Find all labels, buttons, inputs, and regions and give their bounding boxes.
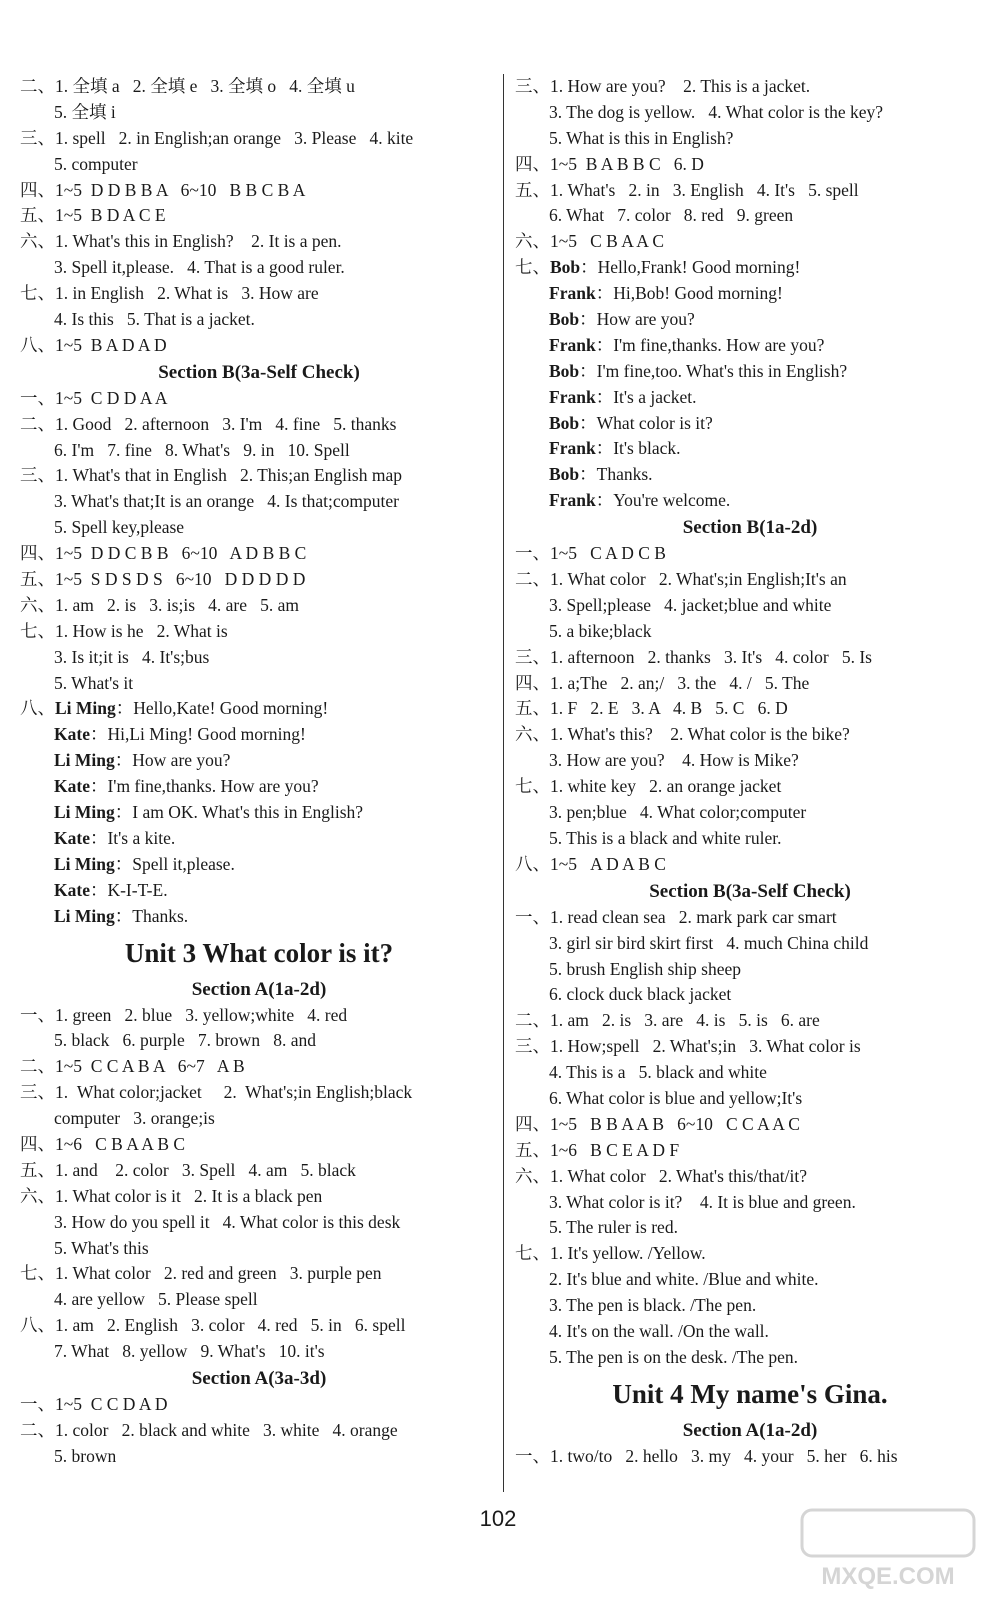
answer-line: 5. Spell key,please [54, 517, 185, 538]
answer-line: 二、1. 全填 a 2. 全填 e 3. 全填 o 4. 全填 u [20, 76, 355, 96]
speaker-colon: ： [595, 334, 614, 355]
dialogue-line [515, 411, 985, 437]
dialogue-text: Thanks. [596, 464, 653, 485]
dialogue-line [515, 385, 985, 411]
answer-line: 3. What color is it? 4. It is blue and green. [549, 1191, 856, 1212]
dialogue-line [515, 488, 985, 514]
speaker-name: Frank [549, 334, 596, 355]
answer-line: 三、1. spell 2. in English;an orange 3. Please 4. kite [20, 127, 414, 148]
answer-line: 二、1. What color 2. What's;in English;It's an [515, 569, 847, 590]
speaker-name: Li Ming [54, 905, 115, 926]
speaker-name: Li Ming [55, 698, 116, 719]
speaker-colon: ： [595, 386, 614, 407]
dialogue-line [20, 722, 498, 748]
speaker-colon: ： [580, 257, 598, 278]
answer-line: 一、1. green 2. blue 3. yellow;white 4. red [20, 1004, 348, 1025]
question-number: 七、 [515, 257, 550, 278]
speaker-name: Li Ming [54, 802, 115, 823]
section-heading: Section A(1a-2d) [682, 1419, 818, 1441]
answer-line: 八、1~5 A D A B C [515, 853, 666, 874]
speaker-colon: ： [114, 802, 133, 823]
answer-line: 3. Spell;please 4. jacket;blue and white [549, 594, 832, 615]
answer-line: 八、1. am 2. English 3. color 4. red 5. in 6. spell [20, 1315, 406, 1336]
answer-line: 七、1. in English 2. What is 3. How are [20, 283, 319, 304]
dialogue-line [20, 904, 498, 930]
speaker-name: Frank [549, 438, 596, 459]
answer-line: 3. How are you? 4. How is Mike? [549, 750, 799, 771]
speaker-colon: ： [579, 360, 597, 381]
dialogue-line [515, 333, 985, 359]
answer-line: 四、1~5 B B A A B 6~10 C C A A C [515, 1113, 800, 1134]
dialogue-line [515, 359, 985, 385]
dialogue-line [20, 878, 498, 904]
dialogue-line [515, 462, 985, 488]
speaker-name: Kate [54, 827, 90, 848]
section-heading: Section A(1a-2d) [191, 978, 327, 1000]
speaker-colon: ： [114, 853, 133, 874]
answer-line: 六、1. What color 2. What's this/that/it? [515, 1165, 808, 1186]
right-answer-column [515, 74, 985, 1470]
answer-line: 4. Is this 5. That is a jacket. [54, 309, 255, 330]
answer-line: 6. I'm 7. fine 8. What's 9. in 10. Spell [54, 439, 350, 460]
dialogue-line [20, 748, 498, 774]
answer-line: computer 3. orange;is [54, 1108, 215, 1129]
answer-line: 3. Is it;it is 4. It's;bus [54, 646, 210, 667]
answer-line: 六、1. am 2. is 3. is;is 4. are 5. am [20, 594, 300, 615]
answer-line: 3. How do you spell it 4. What color is this desk [54, 1211, 401, 1232]
speaker-colon: ： [595, 438, 614, 459]
answer-line: 二、1. color 2. black and white 3. white 4. orange [20, 1419, 398, 1440]
answer-line: 二、1~5 C C A B A 6~7 A B [20, 1056, 245, 1077]
answer-line: 四、1~6 C B A A B C [20, 1133, 186, 1154]
answer-line: 5. What's it [54, 672, 134, 693]
section-heading: Section A(3a-3d) [191, 1367, 327, 1389]
speaker-colon: ： [595, 283, 614, 304]
left-answer-column [20, 74, 498, 1470]
answer-line: 八、1~5 B A D A D [20, 334, 167, 355]
dialogue-text: I'm fine,thanks. How are you? [107, 776, 319, 797]
answer-line: 一、1~5 C C D A D [20, 1393, 168, 1414]
answer-line: 6. clock duck black jacket [549, 984, 732, 1005]
dialogue-line [515, 281, 985, 307]
answer-line: 四、1~5 D D B B A 6~10 B B C B A [20, 179, 306, 200]
svg-text:MXQE.COM: MXQE.COM [821, 1563, 955, 1590]
answer-line: 5. This is a black and white ruler. [549, 827, 782, 848]
answer-line: 四、1~5 D D C B B 6~10 A D B B C [20, 543, 307, 564]
speaker-colon: ： [89, 724, 108, 745]
answer-line: 3. girl sir bird skirt first 4. much China child [549, 932, 869, 953]
dialogue-text: I'm fine,too. What's this in English? [596, 360, 848, 381]
answer-line: 5. The ruler is red. [549, 1217, 678, 1238]
dialogue-text: I'm fine,thanks. How are you? [613, 334, 825, 355]
answer-line: 4. This is a 5. black and white [549, 1062, 767, 1083]
dialogue-text: Hi,Li Ming! Good morning! [107, 724, 306, 745]
speaker-name: Bob [549, 360, 580, 381]
answer-line: 五、1~6 B C E A D F [515, 1139, 680, 1160]
answer-line: 6. What 7. color 8. red 9. green [549, 205, 794, 226]
dialogue-line [20, 800, 498, 826]
answer-line: 二、1. am 2. is 3. are 4. is 5. is 6. are [515, 1010, 820, 1031]
dialogue-text: It's black. [613, 438, 681, 459]
answer-line: 六、1~5 C B A A C [515, 231, 665, 252]
answer-line: 三、1. What's that in English 2. This;an English map [20, 465, 402, 486]
speaker-name: Bob [549, 464, 580, 485]
speaker-name: Kate [54, 776, 90, 797]
answer-line: 二、1. Good 2. afternoon 3. I'm 4. fine 5. thanks [20, 413, 397, 434]
speaker-colon: ： [89, 827, 108, 848]
speaker-colon: ： [114, 905, 133, 926]
answer-line: 七、1. white key 2. an orange jacket [515, 776, 782, 797]
answer-line: 六、1. What color is it 2. It is a black pen [20, 1185, 323, 1206]
speaker-colon: ： [89, 776, 108, 797]
section-heading: Section B(3a-Self Check) [649, 880, 851, 902]
answer-line: 5. The pen is on the desk. /The pen. [549, 1346, 798, 1367]
dialogue-line [515, 436, 985, 462]
dialogue-text: Hi,Bob! Good morning! [613, 283, 783, 304]
speaker-name: Kate [54, 879, 90, 900]
answer-line: 一、1. read clean sea 2. mark park car smart [515, 906, 837, 927]
speaker-colon: ： [115, 698, 134, 719]
answer-line: 四、1~5 B A B B C 6. D [515, 153, 704, 174]
dialogue-text: It's a kite. [107, 827, 176, 848]
dialogue-text: Thanks. [132, 905, 189, 926]
answer-line: 五、1~5 S D S D S 6~10 D D D D D [20, 569, 306, 590]
speaker-colon: ： [579, 309, 597, 330]
dialogue-text: What color is it? [596, 412, 713, 433]
dialogue-text: K-I-T-E. [107, 879, 168, 900]
answer-line: 六、1. What's this? 2. What color is the bike? [515, 724, 850, 745]
answer-line: 3. What's that;It is an orange 4. Is that;computer [54, 491, 399, 512]
answer-line: 七、1. It's yellow. /Yellow. [515, 1243, 706, 1264]
answer-line: 五、1. What's 2. in 3. English 4. It's 5. spell [515, 179, 859, 200]
answer-line: 4. are yellow 5. Please spell [54, 1289, 258, 1310]
unit-title: Unit 3 What color is it? [124, 937, 394, 968]
speaker-name: Frank [549, 283, 596, 304]
answer-line: 三、1. afternoon 2. thanks 3. It's 4. color 5. Is [515, 646, 872, 667]
answer-line: 5. computer [54, 153, 138, 174]
answer-line: 四、1. a;The 2. an;/ 3. the 4. / 5. The [515, 672, 810, 693]
speaker-colon: ： [89, 879, 108, 900]
speaker-name: Frank [549, 386, 596, 407]
answer-line: 三、1. How are you? 2. This is a jacket. [515, 76, 811, 96]
answer-line: 7. What 8. yellow 9. What's 10. it's [54, 1341, 325, 1362]
dialogue-line [515, 255, 985, 281]
answer-line: 3. Spell it,please. 4. That is a good ruler. [54, 257, 345, 278]
dialogue-text: Spell it,please. [132, 853, 235, 874]
dialogue-line [515, 307, 985, 333]
speaker-name: Bob [549, 412, 580, 433]
dialogue-line [20, 696, 498, 722]
speaker-name: Bob [549, 309, 580, 330]
dialogue-text: I am OK. What's this in English? [132, 802, 364, 823]
answer-line: 五、1~5 B D A C E [20, 205, 166, 226]
answer-line: 5. 全填 i [54, 101, 116, 122]
answer-line: 3. The dog is yellow. 4. What color is the key? [549, 101, 884, 122]
speaker-colon: ： [579, 412, 597, 433]
answer-line: 五、1. and 2. color 3. Spell 4. am 5. black [20, 1159, 356, 1180]
speaker-name: Li Ming [54, 750, 115, 771]
answer-line: 一、1. two/to 2. hello 3. my 4. your 5. her 6. his [515, 1445, 898, 1466]
answer-line: 一、1~5 C A D C B [515, 543, 666, 564]
answer-line: 5. brown [54, 1445, 117, 1466]
answer-line: 六、1. What's this in English? 2. It is a pen. [20, 231, 342, 252]
section-heading: Section B(3a-Self Check) [158, 361, 360, 383]
speaker-colon: ： [114, 750, 133, 771]
answer-line: 三、1. What color;jacket 2. What's;in English;black [20, 1082, 413, 1103]
question-number: 八、 [20, 698, 55, 719]
unit-title: Unit 4 My name's Gina. [612, 1378, 888, 1409]
answer-line: 三、1. How;spell 2. What's;in 3. What color is [515, 1036, 861, 1057]
dialogue-text: How are you? [596, 309, 695, 330]
answer-line: 五、1. F 2. E 3. A 4. B 5. C 6. D [515, 698, 788, 719]
dialogue-text: It's a jacket. [613, 386, 697, 407]
answer-line: 6. What color is blue and yellow;It's [549, 1087, 803, 1108]
watermark-logo [798, 1504, 978, 1590]
page-number: 102 [479, 1506, 517, 1531]
dialogue-line [20, 852, 498, 878]
answer-line: 5. black 6. purple 7. brown 8. and [54, 1030, 316, 1051]
speaker-colon: ： [579, 464, 597, 485]
answer-line: 4. It's on the wall. /On the wall. [549, 1320, 769, 1341]
dialogue-text: How are you? [132, 750, 231, 771]
dialogue-line [20, 826, 498, 852]
answer-line: 5. What is this in English? [549, 127, 734, 148]
answer-line: 七、1. What color 2. red and green 3. purple pen [20, 1263, 382, 1284]
dialogue-text: You're welcome. [613, 490, 731, 511]
answer-line: 3. pen;blue 4. What color;computer [549, 802, 807, 823]
dialogue-line [20, 774, 498, 800]
dialogue-text: Hello,Frank! Good morning! [597, 257, 801, 278]
speaker-name: Frank [549, 490, 596, 511]
answer-line: 5. a bike;black [549, 620, 652, 641]
speaker-colon: ： [595, 490, 614, 511]
speaker-name: Li Ming [54, 853, 115, 874]
speaker-name: Kate [54, 724, 90, 745]
dialogue-text: Hello,Kate! Good morning! [133, 698, 329, 719]
answer-line: 七、1. How is he 2. What is [20, 620, 228, 641]
answer-line: 5. What's this [54, 1237, 149, 1258]
answer-line: 一、1~5 C D D A A [20, 387, 168, 408]
answer-line: 3. The pen is black. /The pen. [549, 1295, 757, 1316]
answer-line: 5. brush English ship sheep [549, 958, 742, 979]
section-heading: Section B(1a-2d) [682, 517, 818, 539]
speaker-name: Bob [550, 257, 581, 278]
column-divider [503, 74, 504, 1492]
answer-line: 2. It's blue and white. /Blue and white. [549, 1269, 819, 1290]
